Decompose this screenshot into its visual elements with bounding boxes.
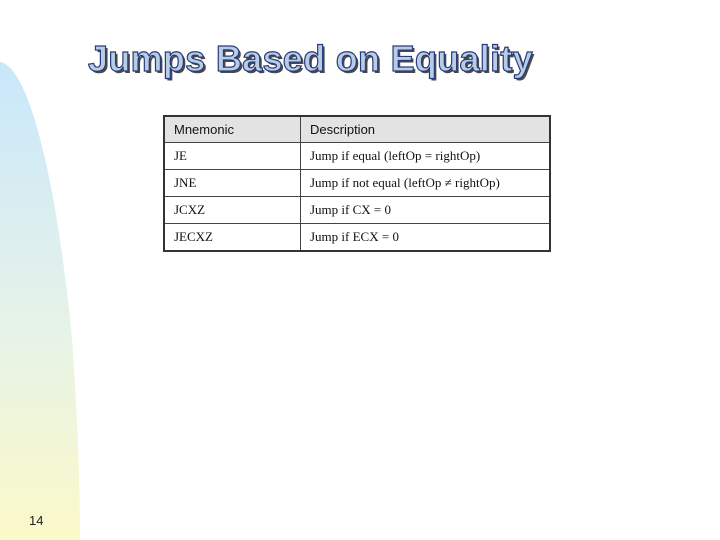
- description-cell: Jump if CX = 0: [301, 197, 551, 224]
- header-mnemonic: Mnemonic: [164, 116, 301, 143]
- header-description: Description: [301, 116, 551, 143]
- table-row: [164, 143, 550, 170]
- slide-number: 14: [29, 513, 44, 528]
- table-row: [164, 224, 550, 252]
- mnemonic-cell: JNE: [164, 170, 301, 197]
- slide-title: Jumps Based on Equality: [88, 38, 533, 79]
- table-row: [164, 170, 550, 197]
- mnemonic-cell: JCXZ: [164, 197, 301, 224]
- mnemonic-cell: JE: [164, 143, 301, 170]
- mnemonic-cell: JECXZ: [164, 224, 301, 252]
- mnemonic-table: [163, 115, 551, 252]
- table-header-row: [164, 116, 550, 143]
- description-cell: Jump if equal (leftOp = rightOp): [301, 143, 551, 170]
- description-cell: Jump if not equal (leftOp ≠ rightOp): [301, 170, 551, 197]
- table-row: [164, 197, 550, 224]
- description-cell: Jump if ECX = 0: [301, 224, 551, 252]
